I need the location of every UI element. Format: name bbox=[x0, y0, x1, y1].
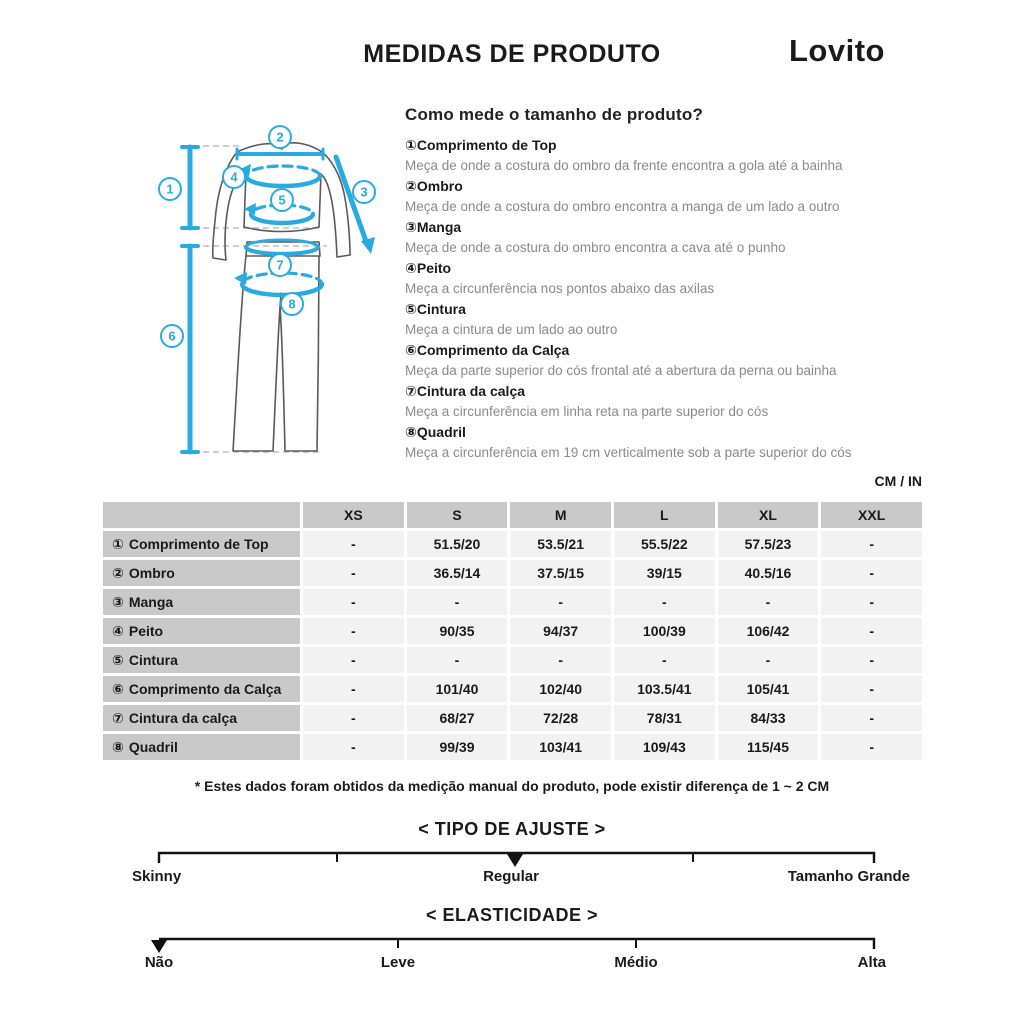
guide-item-name: ④Peito bbox=[405, 260, 452, 276]
guide-item-name: ⑦Cintura da calça bbox=[405, 383, 526, 399]
guide-item-desc: Meça de onde a costura do ombro encontra a manga de um lado a outro bbox=[405, 198, 840, 214]
garment-diagram bbox=[130, 113, 420, 483]
table-cell: 51.5/20 bbox=[407, 531, 508, 557]
unit-label: CM / IN bbox=[874, 473, 922, 489]
marker-1: 1 bbox=[166, 181, 174, 197]
guide-item-name: ⑥Comprimento da Calça bbox=[405, 342, 570, 358]
elasticity-label-medio: Médio bbox=[614, 954, 658, 971]
table-cell: - bbox=[821, 589, 922, 615]
table-cell: 105/41 bbox=[718, 676, 819, 702]
table-cell: - bbox=[718, 647, 819, 673]
guide-item bbox=[405, 381, 930, 422]
table-cell: - bbox=[614, 589, 715, 615]
table-cell: - bbox=[303, 531, 404, 557]
table-cell: - bbox=[303, 647, 404, 673]
table-cell: - bbox=[303, 560, 404, 586]
table-cell: 57.5/23 bbox=[718, 531, 819, 557]
guide-item-desc: Meça da parte superior do cós frontal até a abertura da perna ou bainha bbox=[405, 362, 837, 378]
table-cell: - bbox=[821, 531, 922, 557]
measure-guide bbox=[405, 105, 930, 463]
guide-item-desc: Meça de onde a costura do ombro encontra a cava até o punho bbox=[405, 239, 786, 255]
leader-lines bbox=[183, 146, 327, 452]
table-cell: - bbox=[407, 647, 508, 673]
table-cell: 103/41 bbox=[510, 734, 611, 760]
guide-item-name: ②Ombro bbox=[405, 178, 463, 194]
guide-item-name: ⑧Quadril bbox=[405, 424, 466, 440]
table-cell: - bbox=[303, 705, 404, 731]
table-header-cell: S bbox=[407, 502, 508, 528]
table-cell: 99/39 bbox=[407, 734, 508, 760]
fit-label-skinny: Skinny bbox=[132, 868, 182, 885]
guide-item-desc: Meça a circunferência em linha reta na parte superior do cós bbox=[405, 403, 769, 419]
table-row-label: ⑦ Cintura da calça bbox=[103, 705, 300, 731]
table-cell: - bbox=[821, 676, 922, 702]
marker-2: 2 bbox=[276, 129, 284, 145]
table-cell: - bbox=[303, 589, 404, 615]
marker-4: 4 bbox=[230, 169, 238, 185]
brand-logo: Lovito bbox=[789, 33, 885, 68]
marker-7: 7 bbox=[276, 257, 284, 273]
table-cell: - bbox=[821, 647, 922, 673]
table-header-cell: L bbox=[614, 502, 715, 528]
fit-label-tamanho-grande: Tamanho Grande bbox=[787, 868, 910, 885]
table-cell: - bbox=[303, 676, 404, 702]
table-cell: 103.5/41 bbox=[614, 676, 715, 702]
guide-item-num: ⑤ bbox=[405, 301, 417, 317]
marker-5: 5 bbox=[278, 192, 286, 208]
table-header-cell bbox=[103, 502, 300, 528]
table-cell: 101/40 bbox=[407, 676, 508, 702]
table-cell: 40.5/16 bbox=[718, 560, 819, 586]
fit-marker-triangle bbox=[507, 854, 523, 867]
guide-item bbox=[405, 258, 930, 299]
guide-item-num: ⑧ bbox=[405, 424, 417, 440]
table-row-label: ⑥ Comprimento da Calça bbox=[103, 676, 300, 702]
measurement-disclaimer: * Estes dados foram obtidos da medição manual do produto, pode existir diferença de 1 ~ 2 CM bbox=[194, 778, 830, 794]
table-cell: 100/39 bbox=[614, 618, 715, 644]
table-header-cell: XS bbox=[303, 502, 404, 528]
fit-label-regular: Regular bbox=[483, 868, 539, 885]
table-cell: 36.5/14 bbox=[407, 560, 508, 586]
table-header-cell: M bbox=[510, 502, 611, 528]
table-header-cell: XL bbox=[718, 502, 819, 528]
guide-item-desc: Meça a circunferência nos pontos abaixo das axilas bbox=[405, 280, 715, 296]
table-cell: - bbox=[821, 734, 922, 760]
table-cell: 84/33 bbox=[718, 705, 819, 731]
table-cell: 115/45 bbox=[718, 734, 819, 760]
page-title: MEDIDAS DE PRODUTO bbox=[363, 40, 661, 68]
guide-item bbox=[405, 299, 930, 340]
elasticity-label-nao: Não bbox=[144, 954, 174, 971]
guide-item bbox=[405, 340, 930, 381]
guide-item bbox=[405, 422, 930, 463]
guide-item-desc: Meça a cintura de um lado ao outro bbox=[405, 321, 618, 337]
table-cell: - bbox=[821, 560, 922, 586]
guide-item-num: ① bbox=[405, 137, 417, 153]
elasticity-label-alta: Alta bbox=[857, 954, 886, 971]
table-cell: - bbox=[614, 647, 715, 673]
table-cell: 109/43 bbox=[614, 734, 715, 760]
size-table bbox=[103, 502, 922, 760]
table-cell: 94/37 bbox=[510, 618, 611, 644]
guide-item-num: ④ bbox=[405, 260, 417, 276]
guide-heading: Como mede o tamanho de produto? bbox=[405, 105, 704, 124]
guide-item-name: ①Comprimento de Top bbox=[405, 137, 557, 153]
table-row-label: ⑤ Cintura bbox=[103, 647, 300, 673]
table-cell: 90/35 bbox=[407, 618, 508, 644]
elasticity-scale-title: < ELASTICIDADE > bbox=[425, 905, 599, 925]
table-cell: - bbox=[821, 705, 922, 731]
marker-6: 6 bbox=[168, 328, 176, 344]
table-row-label: ① Comprimento de Top bbox=[103, 531, 300, 557]
table-cell: - bbox=[303, 734, 404, 760]
marker-8: 8 bbox=[288, 296, 296, 312]
elasticity-label-leve: Leve bbox=[380, 954, 416, 971]
table-row-label: ④ Peito bbox=[103, 618, 300, 644]
elasticity-marker-triangle bbox=[151, 940, 167, 953]
table-row-label: ③ Manga bbox=[103, 589, 300, 615]
guide-item-desc: Meça a circunferência em 19 cm verticalmente sob a parte superior do cós bbox=[405, 444, 852, 460]
table-cell: 102/40 bbox=[510, 676, 611, 702]
table-cell: - bbox=[303, 618, 404, 644]
table-cell: 72/28 bbox=[510, 705, 611, 731]
guide-item bbox=[405, 135, 930, 176]
table-cell: - bbox=[407, 589, 508, 615]
guide-item bbox=[405, 217, 930, 258]
table-cell: - bbox=[510, 647, 611, 673]
table-cell: 106/42 bbox=[718, 618, 819, 644]
guide-item bbox=[405, 176, 930, 217]
table-row-label: ② Ombro bbox=[103, 560, 300, 586]
marker-3: 3 bbox=[360, 184, 368, 200]
table-cell: 53.5/21 bbox=[510, 531, 611, 557]
guide-item-name: ③Manga bbox=[405, 219, 462, 235]
table-cell: - bbox=[510, 589, 611, 615]
guide-item-desc: Meça de onde a costura do ombro da frente encontra a gola até a bainha bbox=[405, 157, 843, 173]
table-cell: 78/31 bbox=[614, 705, 715, 731]
table-cell: 55.5/22 bbox=[614, 531, 715, 557]
table-header-cell: XXL bbox=[821, 502, 922, 528]
guide-item-num: ⑥ bbox=[405, 342, 417, 358]
guide-item-name: ⑤Cintura bbox=[405, 301, 466, 317]
table-row-label: ⑧ Quadril bbox=[103, 734, 300, 760]
table-cell: - bbox=[821, 618, 922, 644]
fit-scale-title: < TIPO DE AJUSTE > bbox=[418, 819, 606, 839]
table-cell: - bbox=[718, 589, 819, 615]
guide-item-num: ② bbox=[405, 178, 417, 194]
table-cell: 68/27 bbox=[407, 705, 508, 731]
guide-item-num: ③ bbox=[405, 219, 417, 235]
table-cell: 37.5/15 bbox=[510, 560, 611, 586]
guide-item-num: ⑦ bbox=[405, 383, 417, 399]
table-cell: 39/15 bbox=[614, 560, 715, 586]
